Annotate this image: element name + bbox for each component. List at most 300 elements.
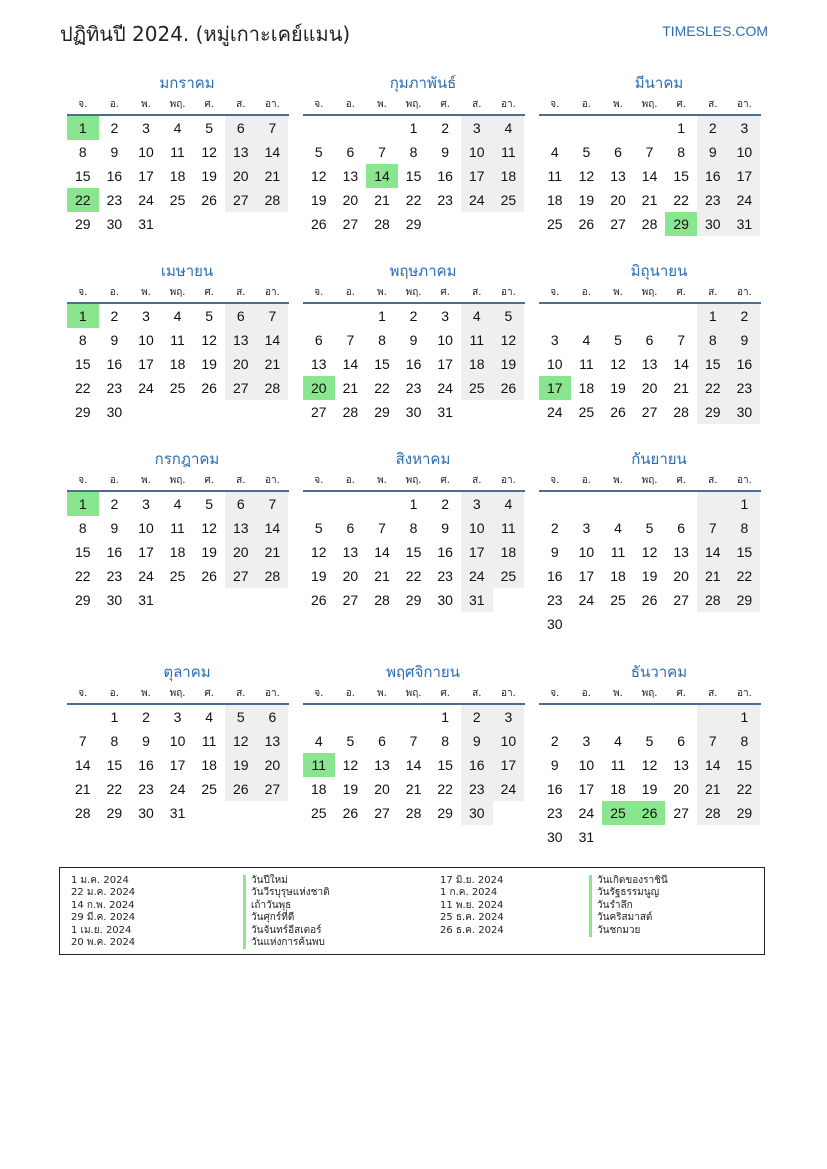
weekday-label: ส. [472, 688, 482, 699]
weekday-label: ส. [708, 287, 718, 298]
day-cell: 11 [170, 144, 185, 160]
day-cell: 7 [378, 144, 386, 160]
day-cell: 24 [461, 188, 493, 212]
weekday-label: ศ. [440, 287, 450, 298]
day-cell: 1 [729, 492, 761, 516]
day-cell: 15 [729, 753, 761, 777]
day-cell: 15 [106, 757, 123, 773]
day-cell: 21 [374, 192, 390, 208]
month-name: เมษายน [160, 262, 214, 280]
day-cell: 8 [110, 733, 119, 749]
empty-day-cell [303, 304, 335, 328]
day-cell: 26 [201, 380, 217, 396]
day-cell: 4 [493, 492, 525, 516]
day-cell: 18 [610, 781, 626, 797]
weekday-header [67, 472, 289, 492]
day-cell: 19 [342, 781, 359, 797]
weekday-label: อา. [500, 688, 516, 699]
weekday-label: ศ. [204, 287, 214, 298]
empty-day-cell [335, 705, 367, 729]
day-cell: 6 [677, 520, 686, 536]
day-cell: 16 [138, 757, 154, 773]
day-cell: 4 [614, 520, 622, 536]
day-grid [67, 492, 289, 612]
day-cell: 19 [311, 568, 327, 584]
weekday-label: อา. [264, 287, 280, 298]
day-cell: 16 [729, 352, 761, 376]
day-cell: 18 [461, 352, 493, 376]
legend-date: 1 ก.ค. 2024 [440, 887, 498, 899]
day-cell: 22 [75, 568, 91, 584]
weekday-label: ส. [236, 475, 246, 486]
day-cell: 5 [225, 705, 257, 729]
day-cell: 10 [493, 729, 525, 753]
empty-day-cell [67, 705, 99, 729]
day-cell: 7 [346, 332, 355, 348]
month-calendar [303, 258, 525, 424]
day-cell: 25 [169, 192, 186, 208]
day-cell: 8 [78, 144, 87, 160]
day-cell: 15 [75, 168, 91, 184]
day-cell: 18 [169, 356, 186, 372]
day-cell: 28 [673, 404, 689, 420]
day-cell: 13 [673, 544, 689, 560]
site-link[interactable]: TIMESLES.COM [662, 23, 768, 39]
day-cell: 31 [437, 404, 453, 420]
day-cell: 4 [314, 733, 323, 749]
weekday-label: อ. [345, 287, 355, 298]
weekday-label: จ. [314, 287, 324, 298]
weekday-label: พ. [613, 688, 623, 699]
day-cell: 7 [378, 520, 386, 536]
empty-day-cell [665, 492, 697, 516]
day-cell: 27 [610, 216, 626, 232]
day-cell: 19 [201, 168, 217, 184]
day-cell: 16 [106, 356, 123, 372]
month-name: กุมภาพันธ์ [389, 74, 457, 92]
empty-day-cell [366, 705, 398, 729]
weekday-label: ส. [472, 475, 482, 486]
legend-date: 25 ธ.ค. 2024 [440, 912, 504, 924]
day-cell: 7 [645, 144, 654, 160]
empty-day-cell [303, 116, 335, 140]
day-cell: 19 [225, 753, 257, 777]
weekday-header [303, 284, 525, 304]
month-calendar [67, 659, 289, 825]
day-cell: 6 [225, 492, 257, 516]
weekday-label: อา. [264, 475, 280, 486]
day-cell: 19 [201, 356, 217, 372]
day-cell: 26 [641, 592, 658, 608]
day-cell: 28 [257, 564, 289, 588]
day-cell: 9 [142, 733, 150, 749]
legend-date: 22 ม.ค. 2024 [71, 887, 136, 899]
day-cell: 5 [346, 733, 355, 749]
day-cell: 11 [303, 753, 335, 777]
weekday-label: อ. [581, 287, 591, 298]
day-grid [67, 116, 289, 236]
day-cell: 29 [75, 404, 91, 420]
legend-holiday-name: วันแห่งการค้นพบ [243, 937, 330, 949]
day-cell: 12 [342, 757, 359, 773]
day-cell: 1 [67, 304, 99, 328]
day-cell: 31 [578, 829, 595, 845]
empty-day-cell [366, 116, 398, 140]
day-cell: 9 [550, 544, 559, 560]
day-grid [539, 304, 761, 424]
day-grid [303, 492, 525, 612]
month-calendar [303, 70, 525, 236]
day-cell: 22 [405, 192, 422, 208]
weekday-header [67, 685, 289, 705]
weekday-label: อ. [109, 99, 119, 110]
day-cell: 30 [106, 592, 123, 608]
day-cell: 23 [547, 805, 563, 821]
day-cell: 21 [257, 164, 289, 188]
day-cell: 5 [493, 304, 525, 328]
day-cell: 14 [257, 516, 289, 540]
legend-holiday-name: วันชกมวย [589, 925, 668, 937]
day-cell: 27 [311, 404, 327, 420]
day-cell: 20 [225, 540, 257, 564]
weekday-label: พฤ. [405, 287, 422, 298]
day-cell: 18 [493, 540, 525, 564]
weekday-label: ศ. [440, 688, 450, 699]
weekday-label: อ. [109, 688, 119, 699]
month-name: พฤษภาคม [389, 262, 457, 280]
day-cell: 14 [342, 356, 359, 372]
empty-day-cell [634, 492, 666, 516]
day-cell: 12 [641, 757, 658, 773]
weekday-label: ศ. [204, 688, 214, 699]
month-calendar [303, 446, 525, 612]
empty-day-cell [602, 116, 634, 140]
weekday-label: อ. [345, 99, 355, 110]
weekday-label: ส. [236, 287, 246, 298]
day-cell: 22 [75, 380, 91, 396]
weekday-label: ศ. [676, 287, 686, 298]
day-cell: 12 [201, 520, 217, 536]
day-cell: 10 [578, 757, 595, 773]
day-cell: 27 [673, 592, 689, 608]
legend-date: 17 มิ.ย. 2024 [440, 875, 504, 886]
day-cell: 9 [110, 520, 119, 536]
weekday-label: อ. [581, 688, 591, 699]
month-calendar [539, 258, 761, 424]
weekday-header [303, 96, 525, 116]
month-name: กรกฎาคม [154, 450, 220, 468]
weekday-label: อา. [500, 99, 516, 110]
weekday-label: พฤ. [169, 287, 186, 298]
day-cell: 10 [547, 356, 563, 372]
month-name: กันยายน [631, 450, 687, 468]
day-cell: 9 [110, 144, 119, 160]
day-cell: 2 [110, 496, 119, 512]
day-cell: 4 [550, 144, 559, 160]
empty-day-cell [398, 705, 430, 729]
empty-day-cell [665, 705, 697, 729]
day-cell: 14 [405, 757, 422, 773]
day-cell: 7 [697, 516, 729, 540]
day-cell: 8 [78, 520, 87, 536]
day-cell: 29 [405, 592, 422, 608]
weekday-label: พฤ. [641, 475, 658, 486]
day-cell: 28 [342, 404, 359, 420]
day-grid [539, 705, 761, 849]
weekday-label: พ. [141, 287, 151, 298]
weekday-label: ศ. [676, 475, 686, 486]
day-cell: 19 [578, 192, 595, 208]
day-cell: 17 [578, 568, 595, 584]
day-cell: 11 [610, 757, 626, 773]
day-cell: 11 [610, 544, 626, 560]
weekday-label: พ. [377, 287, 387, 298]
day-cell: 26 [493, 376, 525, 400]
day-cell: 2 [441, 496, 450, 512]
day-cell: 31 [729, 212, 761, 236]
weekday-header [67, 284, 289, 304]
day-cell: 24 [138, 380, 154, 396]
month-name: สิงหาคม [395, 450, 451, 468]
day-cell: 8 [378, 332, 386, 348]
day-cell: 22 [437, 781, 453, 797]
day-cell: 8 [677, 144, 686, 160]
empty-day-cell [366, 492, 398, 516]
day-cell: 29 [405, 216, 422, 232]
empty-day-cell [335, 304, 367, 328]
day-cell: 6 [614, 144, 622, 160]
day-cell: 5 [645, 520, 654, 536]
day-cell: 15 [405, 168, 422, 184]
day-cell: 26 [311, 592, 327, 608]
legend-date: 26 ธ.ค. 2024 [440, 924, 504, 936]
day-cell: 3 [142, 308, 150, 324]
day-cell: 26 [225, 777, 257, 801]
day-cell: 29 [75, 592, 91, 608]
day-cell: 27 [225, 376, 257, 400]
day-cell: 26 [578, 216, 595, 232]
day-cell: 19 [311, 192, 327, 208]
day-cell: 9 [697, 140, 729, 164]
day-cell: 9 [110, 332, 119, 348]
empty-day-cell [665, 304, 697, 328]
day-cell: 17 [578, 781, 595, 797]
day-cell: 12 [311, 168, 327, 184]
weekday-label: จ. [78, 287, 88, 298]
weekday-label: ส. [472, 99, 482, 110]
legend-date: 1 ม.ค. 2024 [71, 875, 129, 886]
day-cell: 12 [578, 168, 595, 184]
day-cell: 23 [437, 568, 453, 584]
day-cell: 1 [729, 705, 761, 729]
day-cell: 5 [314, 144, 323, 160]
weekday-label: พ. [377, 688, 387, 699]
day-cell: 21 [697, 564, 729, 588]
day-cell: 17 [493, 753, 525, 777]
day-cell: 8 [697, 328, 729, 352]
day-cell: 3 [173, 709, 182, 725]
day-cell: 17 [729, 164, 761, 188]
day-cell: 9 [441, 520, 450, 536]
day-cell: 8 [729, 516, 761, 540]
day-cell: 5 [205, 496, 214, 512]
day-cell: 21 [257, 540, 289, 564]
day-cell: 2 [550, 520, 559, 536]
day-cell: 21 [374, 568, 390, 584]
day-cell: 30 [106, 404, 123, 420]
legend-date: 14 ก.พ. 2024 [71, 899, 135, 911]
day-cell: 8 [409, 144, 418, 160]
day-cell: 30 [405, 404, 422, 420]
day-grid [303, 705, 525, 825]
legend-date: 20 พ.ค. 2024 [71, 937, 136, 949]
day-cell: 22 [106, 781, 123, 797]
day-cell: 10 [461, 140, 493, 164]
day-cell: 24 [578, 592, 595, 608]
legend-right-dates [440, 875, 504, 937]
day-cell: 13 [257, 729, 289, 753]
month-name: พฤศจิกายน [386, 663, 460, 681]
day-cell: 2 [729, 304, 761, 328]
day-cell: 4 [173, 308, 182, 324]
day-cell: 12 [201, 144, 217, 160]
weekday-header [539, 685, 761, 705]
day-cell: 23 [106, 192, 123, 208]
day-grid [539, 492, 761, 636]
month-name: มกราคม [159, 74, 215, 92]
day-cell: 8 [78, 332, 87, 348]
day-cell: 3 [461, 116, 493, 140]
day-cell: 16 [106, 544, 123, 560]
day-cell: 16 [405, 356, 422, 372]
day-cell: 27 [225, 564, 257, 588]
weekday-label: จ. [314, 688, 324, 699]
day-cell: 10 [578, 544, 595, 560]
weekday-label: อา. [736, 287, 752, 298]
legend-left-names [243, 875, 330, 949]
day-grid [539, 116, 761, 236]
day-cell: 14 [673, 356, 689, 372]
day-cell: 15 [673, 168, 689, 184]
day-cell: 29 [729, 588, 761, 612]
day-cell: 19 [201, 544, 217, 560]
legend-holiday-name: วันจันทร์อีสเตอร์ [243, 925, 330, 937]
day-cell: 25 [311, 805, 327, 821]
weekday-label: จ. [78, 99, 88, 110]
day-cell: 20 [342, 192, 359, 208]
day-cell: 25 [493, 188, 525, 212]
day-cell: 29 [75, 216, 91, 232]
empty-day-cell [571, 304, 603, 328]
weekday-label: ศ. [440, 475, 450, 486]
day-cell: 1 [378, 308, 386, 324]
day-cell: 23 [547, 592, 563, 608]
empty-day-cell [539, 492, 571, 516]
day-cell: 11 [170, 520, 185, 536]
weekday-label: ศ. [676, 99, 686, 110]
day-cell: 12 [641, 544, 658, 560]
day-cell: 2 [110, 120, 119, 136]
day-cell: 5 [582, 144, 591, 160]
day-cell: 25 [578, 404, 595, 420]
day-cell: 27 [257, 777, 289, 801]
day-cell: 22 [405, 568, 422, 584]
day-cell: 9 [729, 328, 761, 352]
day-cell: 28 [257, 376, 289, 400]
day-cell: 22 [697, 376, 729, 400]
day-cell: 20 [673, 568, 689, 584]
day-cell: 10 [138, 144, 154, 160]
day-cell: 30 [461, 801, 493, 825]
month-name: มีนาคม [634, 74, 684, 92]
legend-right-names [589, 875, 668, 937]
day-cell: 15 [697, 352, 729, 376]
day-cell: 2 [142, 709, 150, 725]
day-cell: 13 [610, 168, 626, 184]
weekday-label: พ. [141, 688, 151, 699]
empty-day-cell [634, 116, 666, 140]
empty-day-cell [335, 492, 367, 516]
weekday-label: พ. [141, 99, 151, 110]
day-cell: 28 [75, 805, 91, 821]
day-cell: 7 [409, 733, 418, 749]
day-cell: 7 [677, 332, 686, 348]
legend-holiday-name: เถ้าวันพุธ [243, 900, 330, 912]
weekday-label: พฤ. [641, 99, 658, 110]
weekday-label: ศ. [204, 99, 214, 110]
day-cell: 19 [641, 568, 658, 584]
legend-holiday-name: วันคริสมาสต์ [589, 912, 668, 924]
day-cell: 14 [641, 168, 658, 184]
day-cell: 11 [461, 328, 493, 352]
day-cell: 1 [409, 496, 418, 512]
day-cell: 7 [257, 492, 289, 516]
weekday-label: พฤ. [405, 688, 422, 699]
day-cell: 18 [578, 380, 595, 396]
weekday-label: อ. [581, 475, 591, 486]
day-cell: 13 [374, 757, 390, 773]
legend-holiday-name: วันปีใหม่ [243, 875, 330, 887]
day-cell: 6 [346, 520, 355, 536]
day-cell: 20 [225, 164, 257, 188]
month-name: ธันวาคม [630, 663, 688, 681]
day-cell: 23 [437, 192, 453, 208]
weekday-header [539, 472, 761, 492]
day-cell: 14 [257, 140, 289, 164]
day-cell: 25 [169, 380, 186, 396]
day-cell: 29 [697, 400, 729, 424]
legend-date: 1 เม.ย. 2024 [71, 924, 132, 936]
day-cell: 20 [303, 376, 335, 400]
page-title: ปฏิทินปี 2024. (หมู่เกาะเคย์แมน) [60, 22, 351, 46]
day-cell: 24 [729, 188, 761, 212]
month-calendar [539, 446, 761, 636]
weekday-label: ส. [236, 688, 246, 699]
day-cell: 15 [437, 757, 453, 773]
day-cell: 11 [170, 332, 185, 348]
weekday-label: อ. [345, 475, 355, 486]
day-cell: 10 [138, 332, 154, 348]
day-cell: 27 [342, 216, 359, 232]
day-cell: 27 [673, 805, 689, 821]
weekday-label: อา. [264, 99, 280, 110]
empty-day-cell [571, 116, 603, 140]
day-cell: 5 [205, 308, 214, 324]
day-cell: 5 [645, 733, 654, 749]
day-cell: 20 [225, 352, 257, 376]
day-cell: 23 [729, 376, 761, 400]
day-cell: 18 [201, 757, 217, 773]
